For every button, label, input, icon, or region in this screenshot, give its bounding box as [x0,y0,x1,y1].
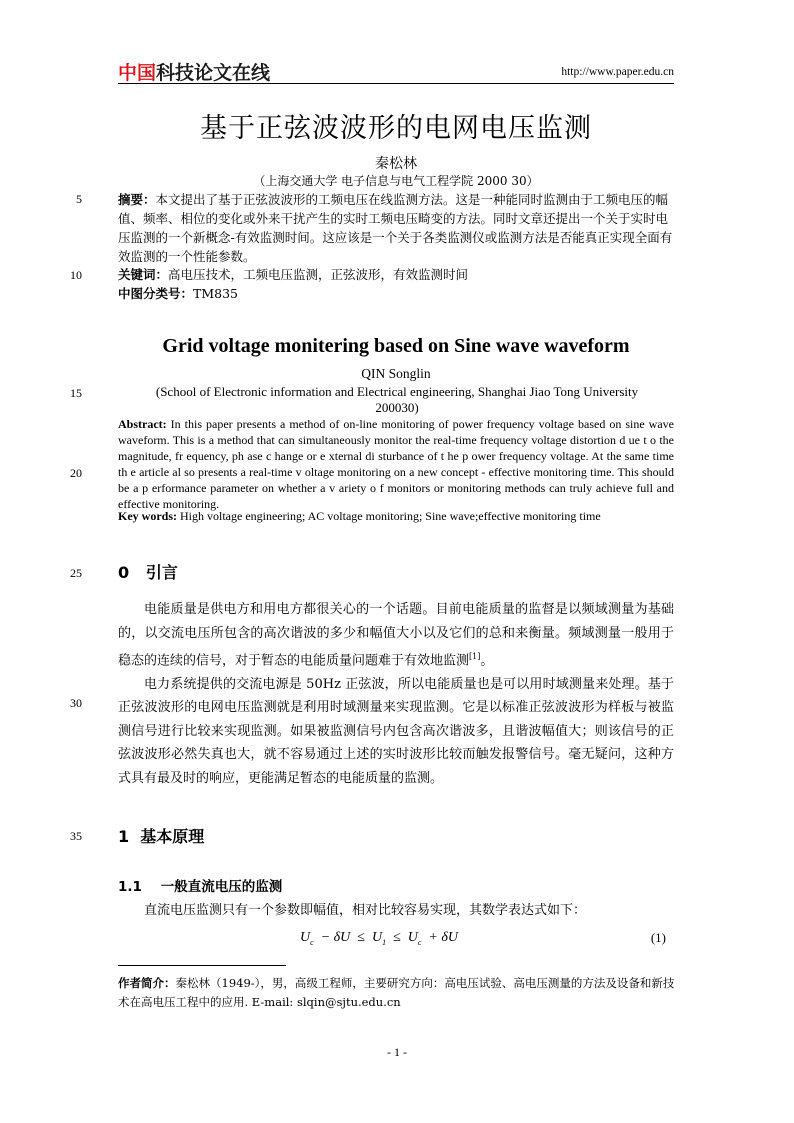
abstract-en [118,416,674,512]
footnote-rule [118,965,286,966]
section-heading-0 [118,560,178,583]
line-number: 10 [70,268,82,282]
section-number: 1 [118,827,130,846]
paragraph: 直流电压监测只有一个参数即幅值，相对比较容易实现，其数学表达式如下： [144,903,587,918]
section-heading-1 [118,824,204,847]
author-footnote [118,974,678,1012]
section0-body [118,598,674,790]
footnote-text: 秦松林（1949-），男，高级工程师，主要研究方向：高电压试验、高电压测量的方法及设备和新技术在高电压工程中的应用. E-mail: slqin@sjtu.edu.cn [118,976,675,1009]
affiliation-en: (School of Electronic information and Electrical engineering, Shanghai Jiao Tong University 200030) [155,384,639,415]
paper-title-en: Grid voltage monitering based on Sine wave waveform [162,335,630,357]
citation-ref[interactable]: [1] [469,652,481,661]
abstract-cn-text: 本文提出了基于正弦波波形的工频电压在线监测方法。这是一种能同时监测由于工频电压的幅值、频率、相位的变化或外来干扰产生的实时工频电压畸变的方法。同时文章还提出一个关于实时电压监测的一个新概念-有效监测时间。这应该是一个关于各类监测仪或监测方法是否能真正实现全面有效监测的一个性能参数。 [118,192,673,264]
line-number: 20 [70,466,82,480]
classification-cn-text: TM835 [193,286,239,301]
keywords-cn [118,265,674,284]
keywords-cn-label: 关键词： [118,267,169,282]
header-url[interactable]: http://www.paper.edu.cn [561,66,674,78]
line-number: 5 [76,192,82,206]
abstract-cn [118,190,674,266]
paper-title-cn: 基于正弦波波形的电网电压监测 [200,113,592,144]
line-number: 30 [70,696,82,710]
line-number: 25 [70,566,82,580]
section1-body [118,899,674,923]
classification-cn-label: 中图分类号： [118,286,194,301]
paragraph: 电能质量是供电方和用电方都很关心的一个话题。目前电能质量的监督是以频域测量为基础的，以交流电压所包含的高次谐波的多少和幅值大小以及它们的总和来衡量。频域测量一般用于稳态的连续的信号，对于暂态的电能质量问题难于有效地监测[1]。 [118,602,674,669]
keywords-cn-text: 高电压技术，工频电压监测，正弦波形，有效监测时间 [168,267,469,282]
author-en: QIN Songlin [361,366,431,381]
affiliation-cn: （上海交通大学 电子信息与电气工程学院 2000 30） [253,174,539,188]
section-title: 基本原理 [140,827,205,846]
line-number: 15 [70,386,82,400]
keywords-en-text: High voltage engineering; AC voltage monitoring; Sine wave;effective monitoring time [177,509,601,523]
abstract-en-label: Abstract: [118,417,167,431]
keywords-en [118,508,674,524]
author-cn: 秦松林 [375,156,417,172]
equation-number: (1) [650,930,666,945]
header-rule [118,83,674,84]
paragraph: 电力系统提供的交流电源是 50Hz 正弦波，所以电能质量也是可以用时域测量来处理。基于正弦波波形的电网电压监测就是利用时域测量来实现监测。它是以标准正弦波波形为样板与被监测信号进行比较来实现监测。如果被监测信号内包含高次谐波多，且谐波幅值大；则该信号的正弦波波形必然失真也大，就不容易通过上述的实时波形比较而触发报警信号。毫无疑问，这种方式具有最及时的响应，更能满足暂态的电能质量的监测。 [118,676,674,786]
page-number: - 1 - [387,1045,407,1059]
equation-1: $U_c - \delta U \le U_1 \le U_c + \delta U$ [300,930,458,947]
section-title: 引言 [145,563,178,582]
abstract-en-text: In this paper presents a method of on-line monitoring of power frequency voltage based on sine wave waveform. This is a method that can simultaneously monitor the real-time frequency voltage distortion d ue t o the magnitude, fr equency, ph ase c hange or e xternal di sturbance of t he p ower frequency voltage. At the same time th e article al so presents a real-time v oltage monitoring on a new concept - effective monitoring time. This should be a p erformance parameter on whether a v ariety o f monitors or monitoring methods can truly achieve full and effective monitoring. [118,417,674,511]
subsection-number: 1.1 [118,879,142,895]
abstract-cn-label: 摘要： [118,192,156,207]
subsection-heading-1-1 [118,875,282,895]
footnote-label: 作者简介： [118,976,176,990]
site-logo: 中国科技论文在线 [118,62,271,84]
subsection-title: 一般直流电压的监测 [160,879,283,895]
classification-cn [118,284,674,303]
keywords-en-label: Key words: [118,509,177,523]
line-number: 35 [70,829,82,843]
section-number: 0 [118,563,130,582]
